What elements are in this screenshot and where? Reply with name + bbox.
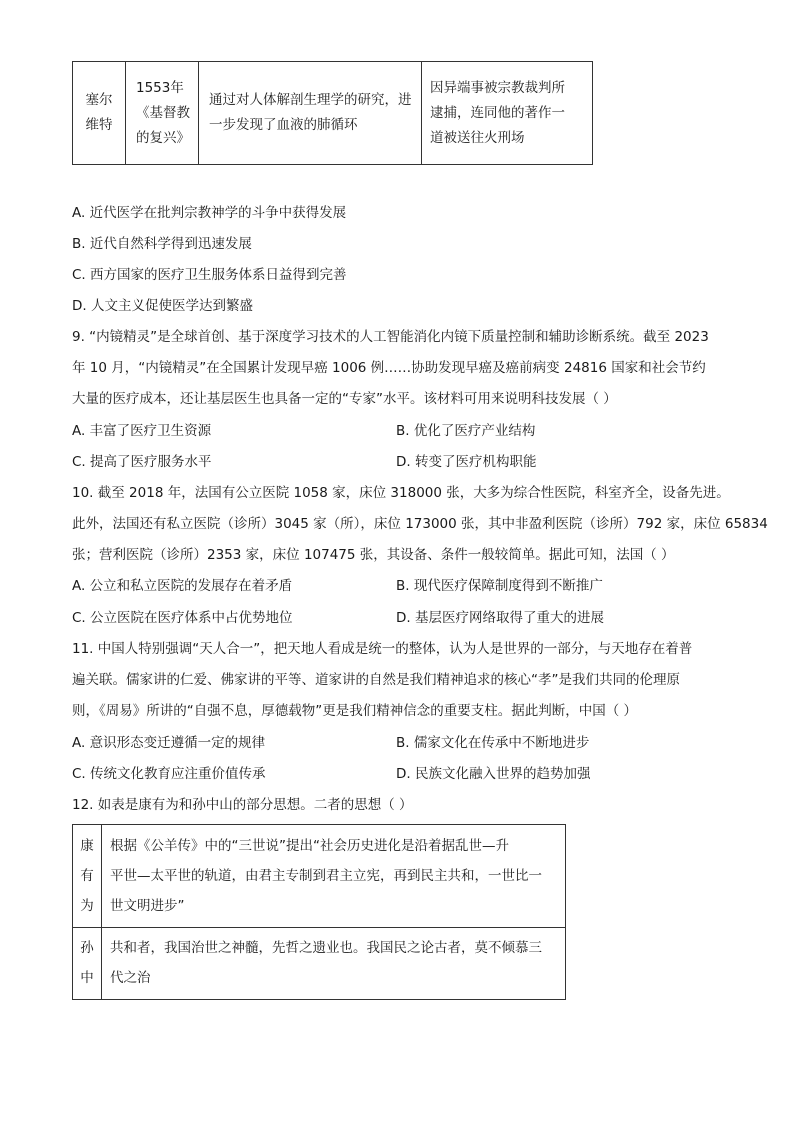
q10-stem-line1: 10. 截至 2018 年，法国有公立医院 1058 家，床位 318000 张，大多为综合性医院，科室齐全，设备先进。 <box>72 485 730 501</box>
q12-stem: 12. 如表是康有为和孙中山的部分思想。二者的思想（ ） <box>72 797 413 813</box>
table-cell-achievement <box>199 62 422 165</box>
cell-text: 中 <box>80 970 94 987</box>
q11-option-a: A. 意识形态变迁遵循一定的规律 <box>72 735 266 751</box>
cell-text: 维特 <box>85 117 113 133</box>
table-cell-kang-thought <box>102 825 566 928</box>
q11-stem-line2: 遍关联。儒家讲的仁爱、佛家讲的平等、道家讲的自然是我们精神追求的核心“孝”是我们共同的伦理原 <box>72 672 680 688</box>
table-cell-sun-thought <box>102 927 566 999</box>
cell-text: 《基督教 <box>136 104 190 121</box>
table-cell-fate <box>422 62 593 165</box>
q10-stem-line3: 张；营利医院（诊所）2353 家，床位 107475 张，其设备、条件一般较简单。据此可知，法国（ ） <box>72 547 675 563</box>
cell-text: 根据《公羊传》中的“三世说”提出“社会历史进化是沿着据乱世—升 <box>110 837 509 854</box>
q9-stem-line2: 年 10 月，“内镜精灵”在全国累计发现早癌 1006 例……协助发现早癌及癌前病变 24816 国家和社会节约 <box>72 360 706 376</box>
cell-text: 一步发现了血液的肺循环 <box>209 117 358 133</box>
q10-stem-line2: 此外，法国还有私立医院（诊所）3045 家（所），床位 173000 张，其中非盈利医院（诊所）792 家，床位 65834 <box>72 516 768 532</box>
q10-option-a: A. 公立和私立医院的发展存在着矛盾 <box>72 578 293 594</box>
q10-option-c: C. 公立医院在医疗体系中占优势地位 <box>72 610 293 626</box>
q10-option-b: B. 现代医疗保障制度得到不断推广 <box>396 578 603 594</box>
q11-option-b: B. 儒家文化在传承中不断地进步 <box>396 735 590 751</box>
cell-text: 代之治 <box>110 970 151 987</box>
table-kang-sun-thoughts <box>72 824 566 1000</box>
cell-text: 1553年 <box>136 79 184 96</box>
q9-stem-line3: 大量的医疗成本，还让基层医生也具备一定的“专家”水平。该材料可用来说明科技发展（ ） <box>72 391 617 407</box>
q9-option-c: C. 提高了医疗服务水平 <box>72 454 212 470</box>
cell-text: 世文明进步” <box>110 897 185 914</box>
q11-stem-line3: 则，《周易》所讲的“自强不息，厚德载物”更是我们精神信念的重要支柱。据此判断，中国（ ） <box>72 703 638 719</box>
cell-text: 塞尔 <box>85 92 113 108</box>
q8-option-c: C. 西方国家的医疗卫生服务体系日益得到完善 <box>72 267 347 283</box>
cell-text: 共和者，我国治世之神髓，先哲之遗业也。我国民之论古者，莫不倾慕三 <box>110 940 542 957</box>
table-cell-sun-name <box>73 927 102 999</box>
q8-option-b: B. 近代自然科学得到迅速发展 <box>72 236 252 252</box>
q9-stem-line1: 9. “内镜精灵”是全球首创、基于深度学习技术的人工智能消化内镜下质量控制和辅助诊断系统。截至 2023 <box>72 329 709 345</box>
table-row <box>73 825 566 928</box>
table-cell-name <box>73 62 126 165</box>
cell-text: 孙 <box>80 940 94 957</box>
q10-option-d: D. 基层医疗网络取得了重大的进展 <box>396 610 604 626</box>
cell-text: 康 <box>80 837 94 854</box>
cell-text: 有 <box>80 867 94 884</box>
table-historical-figures <box>72 61 593 165</box>
cell-text: 通过对人体解剖生理学的研究，进 <box>209 92 412 108</box>
q8-option-d: D. 人文主义促使医学达到繁盛 <box>72 298 253 314</box>
table-cell-kang-name <box>73 825 102 928</box>
q11-stem-line1: 11. 中国人特别强调“天人合一”，把天地人看成是统一的整体，认为人是世界的一部分，与天地存在着普 <box>72 641 693 657</box>
table-row <box>73 62 593 165</box>
cell-text: 为 <box>80 897 94 914</box>
cell-text: 平世—太平世的轨道，由君主专制到君主立宪，再到民主共和，一世比一 <box>110 867 542 884</box>
cell-text: 逮捕，连同他的著作一 <box>430 104 565 121</box>
q11-option-c: C. 传统文化教育应注重价值传承 <box>72 766 266 782</box>
q8-option-a: A. 近代医学在批判宗教神学的斗争中获得发展 <box>72 205 347 221</box>
cell-text: 道被送往火刑场 <box>430 129 525 146</box>
cell-text: 因异端事被宗教裁判所 <box>430 79 565 96</box>
cell-text: 的复兴》 <box>136 129 190 146</box>
q11-option-d: D. 民族文化融入世界的趋势加强 <box>396 766 591 782</box>
q9-option-d: D. 转变了医疗机构职能 <box>396 454 537 470</box>
q9-option-b: B. 优化了医疗产业结构 <box>396 423 536 439</box>
q9-option-a: A. 丰富了医疗卫生资源 <box>72 423 212 439</box>
table-row <box>73 927 566 999</box>
table-cell-work <box>126 62 199 165</box>
